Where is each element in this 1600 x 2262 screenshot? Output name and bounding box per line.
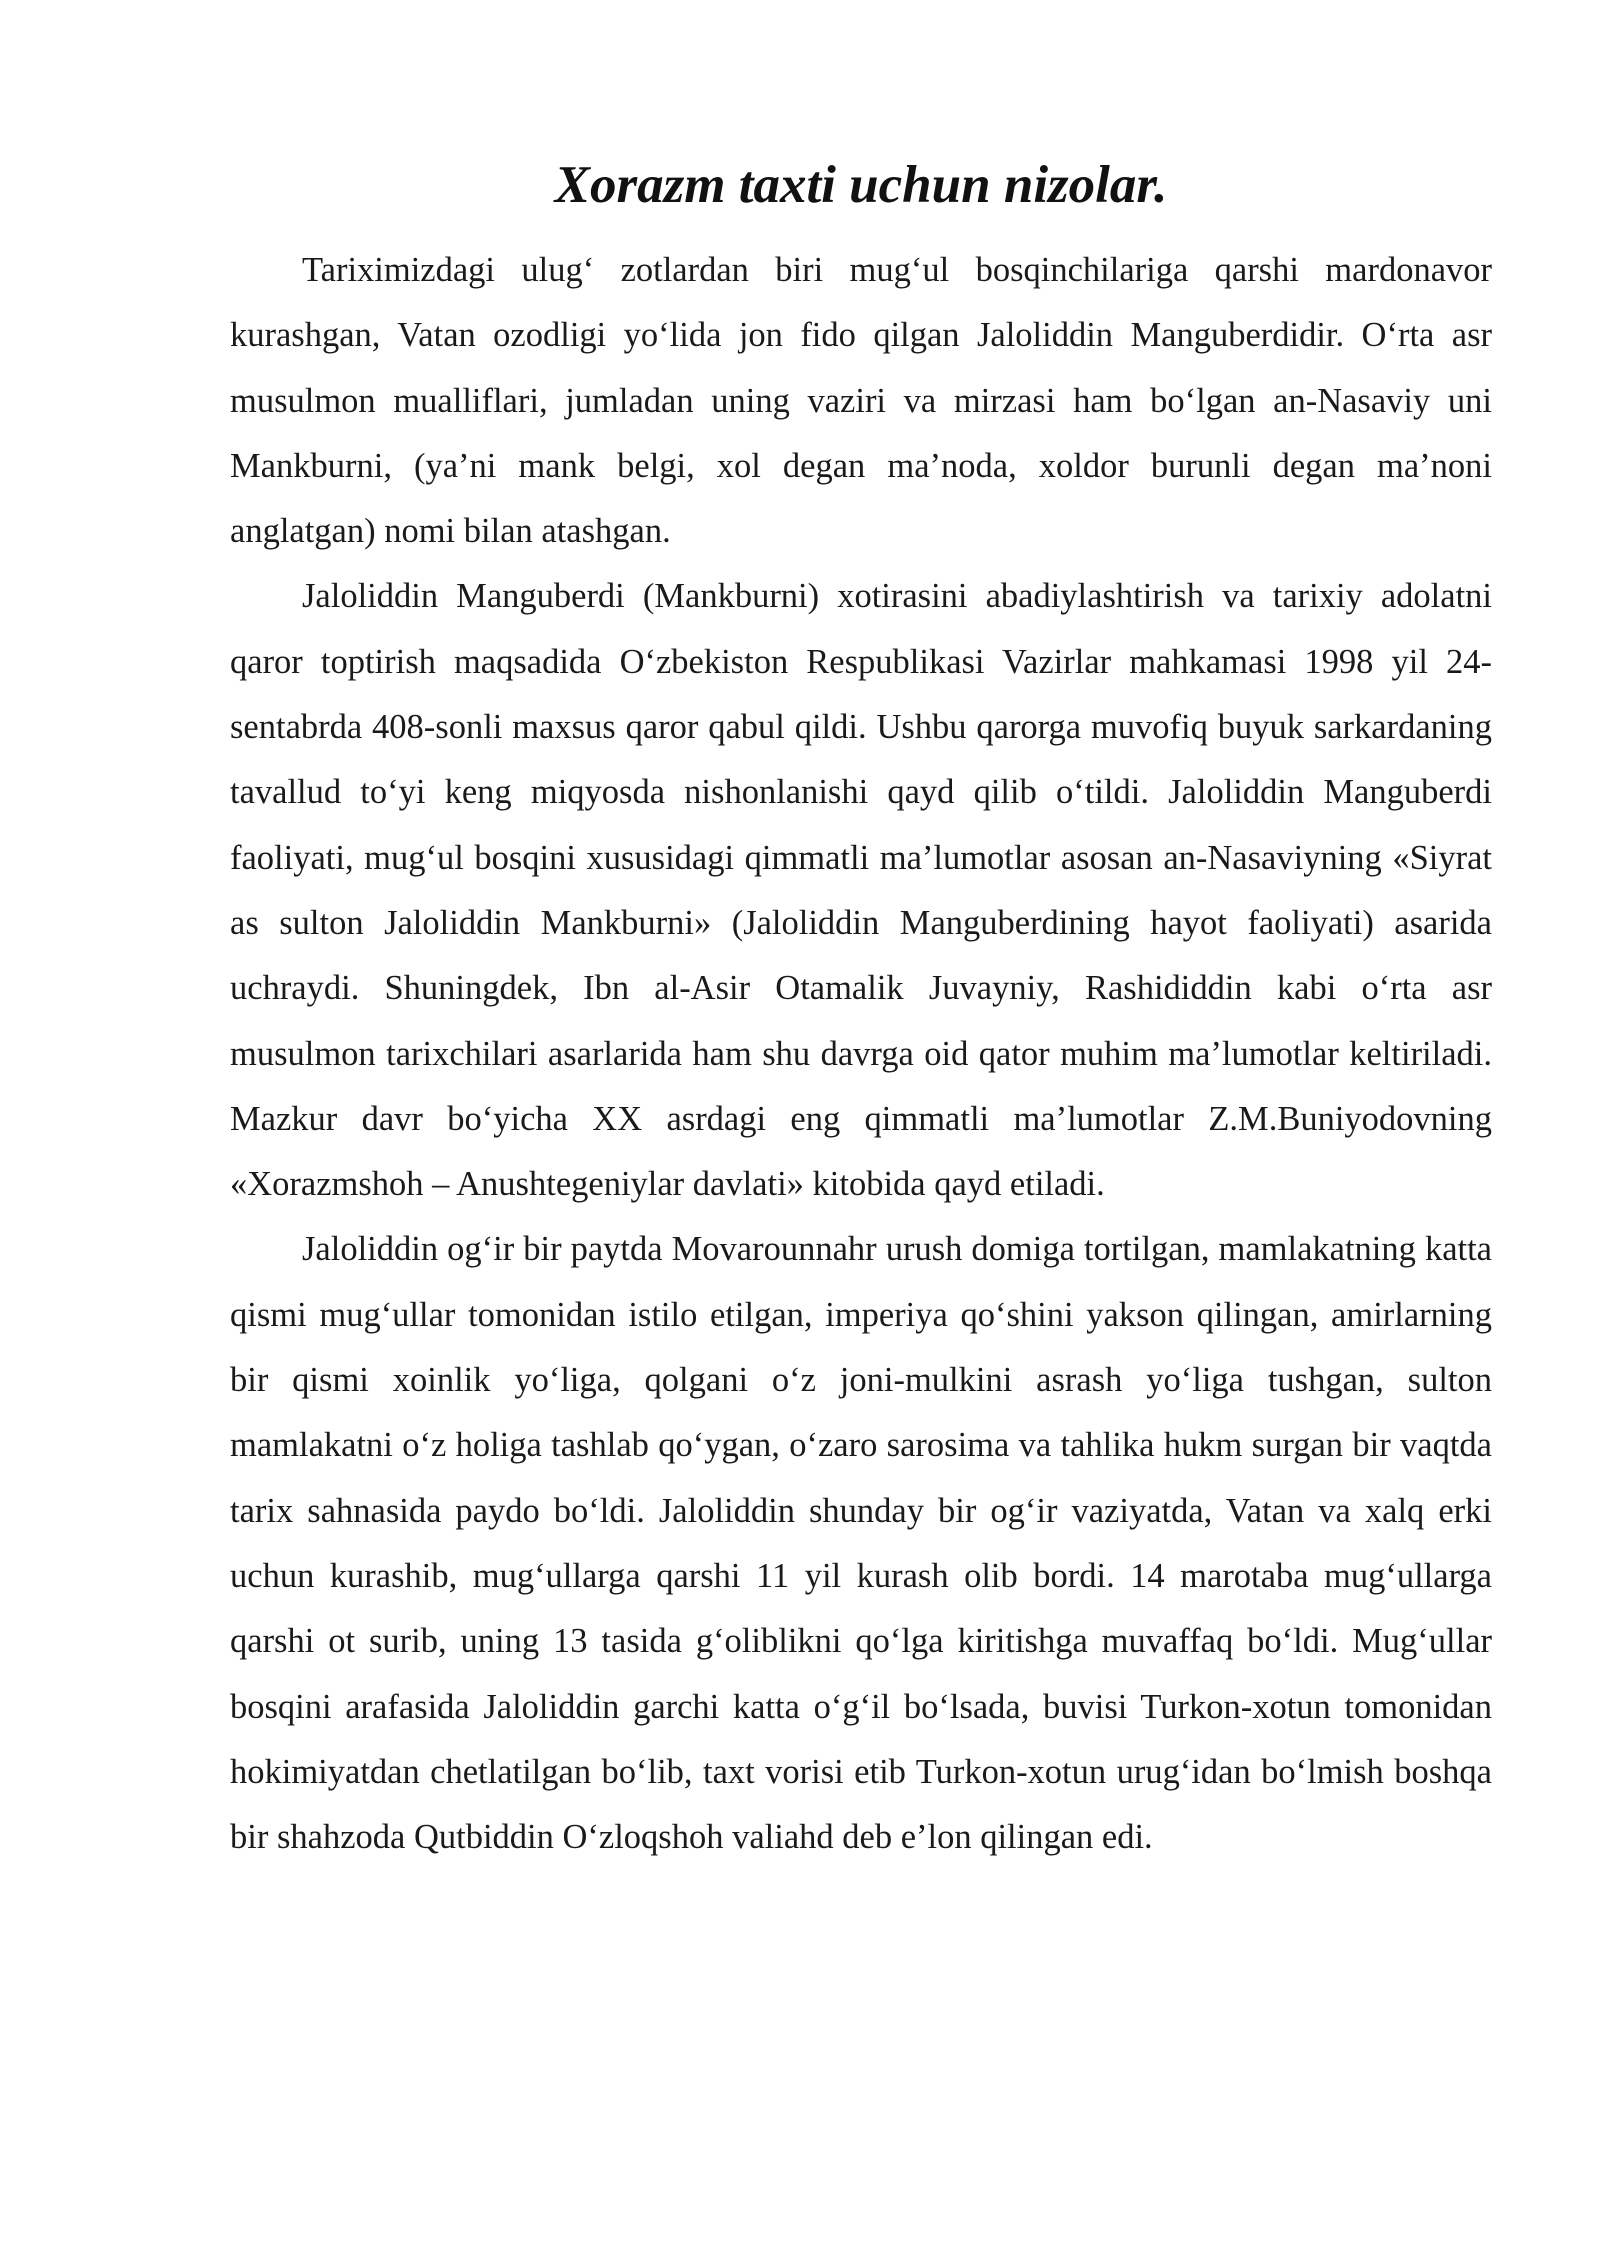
paragraph-3: Jaloliddin og‘ir bir paytda Movarounnahr urush domiga tortilgan, mamlakatning katta qismi mug‘ullar tomonidan istilo etilgan, imperiya qo‘shini yakson qilingan, amirlarning bir qismi xoinlik yo‘liga, qolgani o‘z joni-mulkini asrash yo‘liga tushgan, sulton mamlakatni o‘z holiga tashlab qo‘ygan, o‘zaro sarosima va tahlika hukm surgan bir vaqtda tarix sahnasida paydo bo‘ldi. Jaloliddin shunday bir og‘ir vaziyatda, Vatan va xalq erki uchun kurashib, mug‘ullarga qarshi 11 yil kurash olib bordi. 14 marotaba mug‘ullarga qarshi ot surib, uning 13 tasida g‘olibliknі qo‘lga kiritishga muvaffaq bo‘ldi. Mug‘ullar bosqini arafasida Jaloliddin garchi katta o‘g‘il bo‘lsada, buvisi Turkon-xotun tomonidan hokimiyatdan chetlatilgan bo‘lib, taxt vorisi etib Turkon-xotun urug‘idan bo‘lmish boshqa bir shahzoda Qutbiddin O‘zloqshoh valiahd deb e’lon qilingan edi. (230, 1230, 1492, 1857)
document-body (230, 150, 1492, 1870)
paragraph-1: Tariximizdagi ulug‘ zotlardan biri mug‘ul bosqinchilariga qarshi mardonavor kurashgan, Vatan ozodligi yo‘lida jon fido qilgan Jaloliddin Manguberdidir. O‘rta asr musulmon mualliflari, jumladan uning vaziri va mirzasi ham bo‘lgan an-Nasaviy uni Mankburni, (ya’ni mank belgi, xol degan ma’noda, xoldor burunli degan ma’noni anglatgan) nomi bilan atashgan. (230, 251, 1492, 551)
document-title: Xorazm taxti uchun nizolar. (554, 156, 1168, 214)
paragraph-2: Jaloliddin Manguberdi (Mankburni) xotirasini abadiylashtirish va tarixiy adolatni qaror toptirish maqsadida O‘zbekiston Respublikasi Vazirlar mahkamasi 1998 yil 24-sentabrda 408-sonli maxsus qaror qabul qildi. Ushbu qarorga muvofiq buyuk sarkardaning tavallud to‘yi keng miqyosda nishonlanishi qayd qilib o‘tildi. Jaloliddin Manguberdi faoliyati, mug‘ul bosqini xususidagi qimmatli ma’lumotlar asosan an-Nasaviyning «Siyrat as sulton Jaloliddin Mankburni» (Jaloliddin Manguberdining hayot faoliyati) asarida uchraydi. Shuningdek, Ibn al-Asir Otamalik Juvayniy, Rashididdin kabi o‘rta asr musulmon tarixchilari asarlarida ham shu davrga oid qator muhim ma’lumotlar keltiriladi. Mazkur davr bo‘yicha XX asrdagi eng qimmatli ma’lumotlar Z.M.Buniyodovning «Xorazmshoh – Anushtegeniylar davlati» kitobida qayd etiladi. (230, 577, 1492, 1204)
